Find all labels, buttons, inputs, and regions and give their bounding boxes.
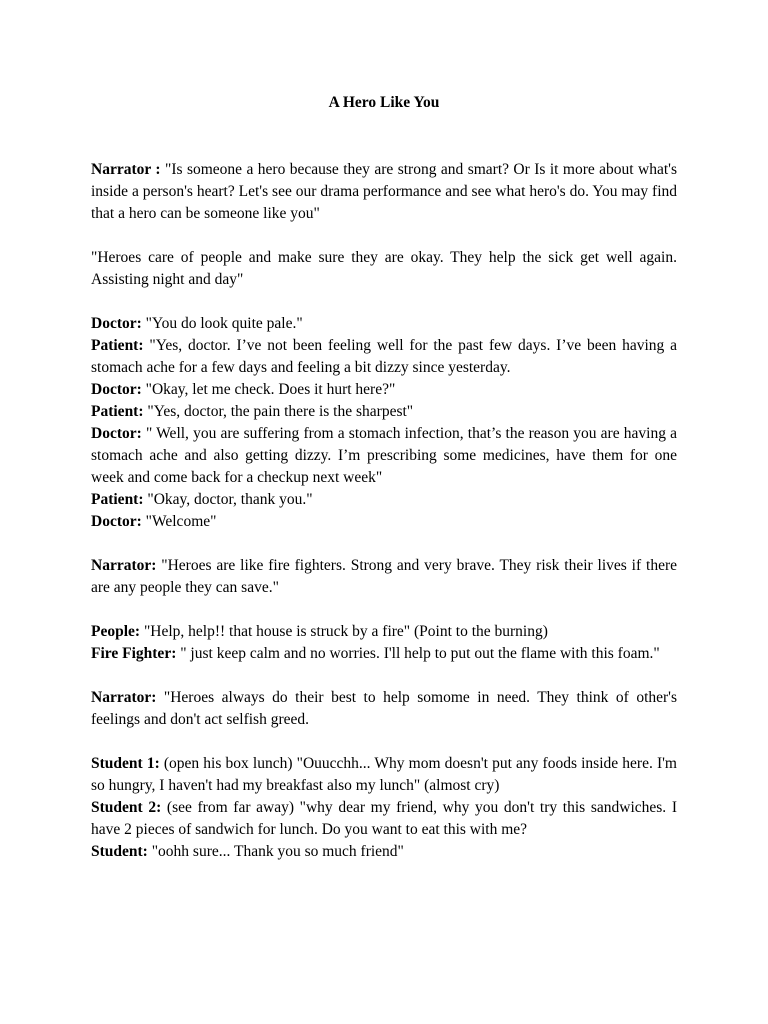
paragraph-3: [91, 313, 677, 533]
line-text: "Yes, doctor. I’ve not been feeling well for the past few days. I’ve been having a stomach ache for a few days and feeling a bit dizzy since yesterday.: [91, 337, 677, 376]
dialogue-line: [91, 621, 677, 643]
dialogue-line: [91, 841, 677, 863]
speaker-name: Student:: [91, 843, 148, 860]
document-title: A Hero Like You: [328, 94, 440, 111]
dialogue-line: [91, 511, 677, 533]
line-text: "Okay, doctor, thank you.": [143, 491, 313, 508]
dialogue-line: [91, 555, 677, 599]
line-text: (see from far away) "why dear my friend, why you don't try this sandwiches. I have 2 pieces of sandwich for lunch. Do you want to eat this with me?: [91, 799, 677, 838]
line-text: (open his box lunch) "Ouucchh... Why mom doesn't put any foods inside here. I'm so hungry, I haven't had my breakfast also my lunch" (almost cry): [91, 755, 677, 794]
line-text: "Welcome": [141, 513, 217, 530]
dialogue-line: [91, 753, 677, 797]
line-text: "Yes, doctor, the pain there is the sharpest": [143, 403, 414, 420]
dialogue-line: [91, 797, 677, 841]
dialogue-line: [91, 423, 677, 489]
speaker-name: Doctor:: [91, 381, 142, 398]
script-body: [91, 159, 677, 885]
speaker-name: Student 1:: [91, 755, 160, 772]
speaker-name: Narrator:: [91, 557, 157, 574]
paragraph-6: [91, 687, 677, 731]
paragraph-2: [91, 247, 677, 291]
line-text: "You do look quite pale.": [141, 315, 303, 332]
speaker-name: Doctor:: [91, 425, 142, 442]
paragraph-1: [91, 159, 677, 225]
line-text: " just keep calm and no worries. I'll help to put out the flame with this foam.": [176, 645, 660, 662]
dialogue-line: [91, 313, 677, 335]
line-text: "Heroes always do their best to help somome in need. They think of other's feelings and don't act selfish greed.: [91, 689, 677, 728]
line-text: "oohh sure... Thank you so much friend": [147, 843, 404, 860]
paragraph-7: [91, 753, 677, 863]
dialogue-line: [91, 379, 677, 401]
speaker-name: Doctor:: [91, 513, 142, 530]
speaker-name: Student 2:: [91, 799, 162, 816]
speaker-name: Patient:: [91, 337, 144, 354]
dialogue-line: [91, 401, 677, 423]
dialogue-line: [91, 159, 677, 225]
dialogue-line: [91, 643, 677, 665]
line-text: "Is someone a hero because they are strong and smart? Or Is it more about what's inside a person's heart? Let's see our drama performance and see what hero's do. You may find that a hero can be someone like you": [91, 161, 677, 222]
line-text: "Help, help!! that house is struck by a fire" (Point to the burning): [140, 623, 548, 640]
line-text: "Okay, let me check. Does it hurt here?": [141, 381, 396, 398]
paragraph-5: [91, 621, 677, 665]
line-text: "Heroes care of people and make sure they are okay. They help the sick get well again. Assisting night and day": [91, 249, 677, 288]
speaker-name: Fire Fighter:: [91, 645, 177, 662]
speaker-name: Narrator:: [91, 689, 157, 706]
speaker-name: Patient:: [91, 491, 144, 508]
line-text: "Heroes are like fire fighters. Strong and very brave. They risk their lives if there are any people they can save.": [91, 557, 677, 596]
speaker-name: Patient:: [91, 403, 144, 420]
speaker-name: Doctor:: [91, 315, 142, 332]
dialogue-line: [91, 687, 677, 731]
speaker-name: People:: [91, 623, 141, 640]
dialogue-line: [91, 335, 677, 379]
dialogue-line: [91, 489, 677, 511]
paragraph-4: [91, 555, 677, 599]
narration-line: [91, 247, 677, 291]
line-text: " Well, you are suffering from a stomach infection, that’s the reason you are having a stomach ache and also getting dizzy. I’m prescribing some medicines, have them for one week and come back for a checkup next week": [91, 425, 677, 486]
speaker-name: Narrator :: [91, 161, 161, 178]
